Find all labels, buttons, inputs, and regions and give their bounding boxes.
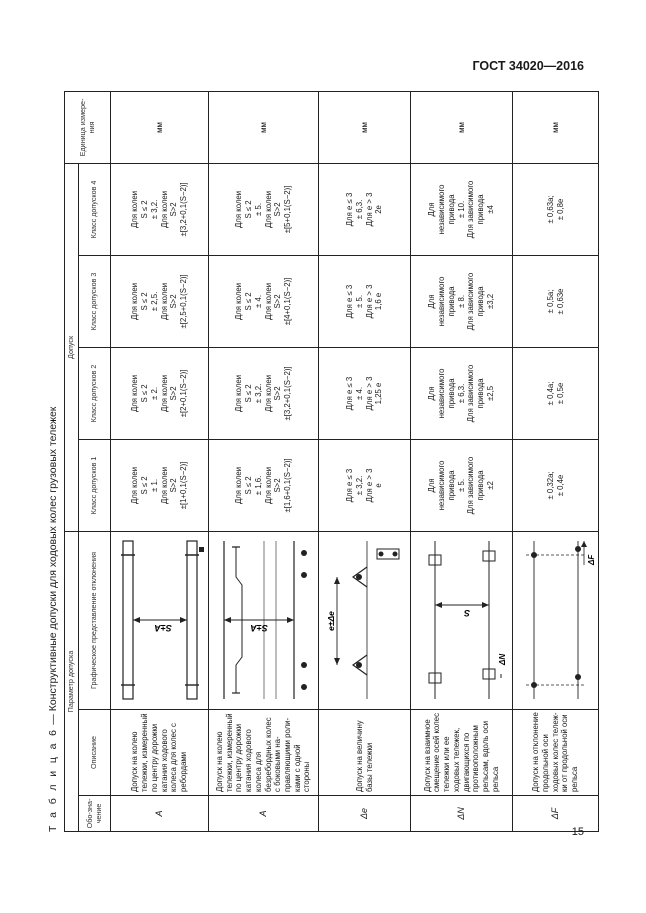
value-line: S ≤ 2 xyxy=(140,292,150,311)
value-line: Для зависимого xyxy=(466,364,476,423)
value-line: ± 0,63a; xyxy=(545,195,555,224)
value-line: независимого xyxy=(437,460,447,511)
rotated-table-page xyxy=(46,92,596,832)
wheelbase-sketch xyxy=(323,535,407,705)
value-line: ± 4. xyxy=(354,387,364,400)
row-class1 xyxy=(411,439,513,531)
value-line: ± 6,3. xyxy=(456,383,466,404)
value-line: ± 6,3. xyxy=(354,199,364,220)
sketch-label: S±A xyxy=(153,623,172,634)
row-description: Допуск на колею тележки, измеренный по центру дорожки катания ходового колеса для колес с ребордами xyxy=(111,710,209,796)
value-line: ± 0,63e xyxy=(555,288,565,315)
value-line: S>2 xyxy=(273,478,283,493)
value-line: Для колеи xyxy=(234,374,244,413)
value-line: Для колеи xyxy=(130,282,140,321)
value-line: S ≤ 2 xyxy=(244,200,254,219)
value-line: ±[3,2+0,1(S−2)] xyxy=(282,366,292,421)
track-gauge-sketch xyxy=(115,535,205,705)
axle-offset-sketch xyxy=(415,535,509,705)
row-unit: мм xyxy=(513,91,599,163)
row-class4 xyxy=(111,163,209,255)
value-line: ± 3,2. xyxy=(354,475,364,496)
value-line: Для xyxy=(427,294,437,309)
wheel-axis-deviation-sketch xyxy=(516,535,596,705)
value-line: независимого xyxy=(437,368,447,419)
row-sketch xyxy=(319,531,411,709)
value-line: ±[1+0,1(S−2)] xyxy=(178,461,188,510)
value-line: Для e ≤ 3 xyxy=(345,468,355,503)
header-tolerance-group: Допуск xyxy=(65,163,79,531)
table-row xyxy=(111,91,209,831)
value-line: S>2 xyxy=(273,202,283,217)
value-line: Для xyxy=(427,478,437,493)
row-class2 xyxy=(513,347,599,439)
row-class4 xyxy=(411,163,513,255)
value-line: ±[4+0,1(S−2)] xyxy=(282,277,292,326)
row-symbol: ΔN xyxy=(411,796,513,832)
value-line: ± 1. xyxy=(149,479,159,492)
value-line: Для e ≤ 3 xyxy=(345,376,355,411)
value-line: ± 0,4a; xyxy=(545,381,555,406)
row-sketch xyxy=(111,531,209,709)
value-line: S>2 xyxy=(169,386,179,401)
value-line: независимого xyxy=(437,276,447,327)
header-row-columns xyxy=(79,91,111,831)
header-graphic: Графическое представление отклонения xyxy=(79,531,111,709)
value-line: ± 0,5a; xyxy=(545,289,555,314)
row-class4 xyxy=(513,163,599,255)
row-symbol: Δe xyxy=(319,796,411,832)
row-description: Допуск на отклонение продольной оси ходовых колес тележки от продольной оси рельса xyxy=(513,710,599,796)
value-line: ± 10. xyxy=(456,200,466,219)
value-line: независимого xyxy=(437,184,447,235)
value-line: ± 5. xyxy=(456,479,466,492)
value-line: Для зависимого xyxy=(466,456,476,515)
value-line: ± 8. xyxy=(456,295,466,308)
header-description: Описание xyxy=(79,710,111,796)
header-class1: Класс допусков 1 xyxy=(79,439,111,531)
value-line: S ≤ 2 xyxy=(140,200,150,219)
header-class4: Класс допусков 4 xyxy=(79,163,111,255)
row-class1 xyxy=(319,439,411,531)
row-sketch xyxy=(411,531,513,709)
value-line: ±3,2 xyxy=(485,293,495,310)
value-line: S ≤ 2 xyxy=(140,476,150,495)
header-class2: Класс допусков 2 xyxy=(79,347,111,439)
caption-label: Т а б л и ц а 6 xyxy=(47,727,59,832)
value-line: Для e ≤ 3 xyxy=(345,192,355,227)
value-line: ± 0,5e xyxy=(555,382,565,405)
flangeless-gauge-sketch xyxy=(214,535,314,705)
row-symbol: A xyxy=(209,796,319,832)
value-line: ± 0,8e xyxy=(555,198,565,221)
row-class2 xyxy=(319,347,411,439)
value-line: S ≤ 2 xyxy=(244,476,254,495)
row-class2 xyxy=(111,347,209,439)
value-line: Для e > 3 xyxy=(364,284,374,319)
value-line: привода xyxy=(446,194,456,225)
value-line: Для e ≤ 3 xyxy=(345,284,355,319)
value-line: Для колеи xyxy=(234,466,244,505)
row-class2 xyxy=(209,347,319,439)
value-line: 1,25 e xyxy=(374,382,384,405)
standard-header: ГОСТ 34020—2016 xyxy=(472,59,584,73)
row-class4 xyxy=(209,163,319,255)
row-description: Допуск на взаимное смещение осей колес тележки или ее ходовых тележек, двигающихся по противоположным рельсам, вдоль оси рельса xyxy=(411,710,513,796)
value-line: ± 5. xyxy=(354,295,364,308)
value-line: ±[1,6+0,1(S−2)] xyxy=(282,458,292,513)
page-number: 15 xyxy=(571,826,584,838)
table-row xyxy=(411,91,513,831)
row-class3 xyxy=(111,255,209,347)
row-class1 xyxy=(513,439,599,531)
header-symbol: Обо-зна-чение xyxy=(79,796,111,832)
value-line: ± 5. xyxy=(253,202,263,216)
value-line: ± 1,6. xyxy=(253,475,263,496)
value-line: S>2 xyxy=(273,294,283,309)
value-line: Для e > 3 xyxy=(364,192,374,227)
row-unit: мм xyxy=(319,91,411,163)
value-line: S ≤ 2 xyxy=(244,384,254,403)
row-description: Допуск на колею тележки, измеренный по центру дорожки катания ходового колеса для безребордных колес с боковыми направляющими роликами с одной стороны xyxy=(209,710,319,796)
value-line: ± 3,2. xyxy=(149,199,159,220)
value-line: S>2 xyxy=(169,478,179,493)
value-line: ± 4. xyxy=(253,295,263,308)
value-line: привода xyxy=(446,286,456,317)
header-row-groups xyxy=(65,91,79,831)
sketch-label-s: S xyxy=(463,608,470,619)
value-line: S>2 xyxy=(169,202,179,217)
value-line: ±4 xyxy=(485,205,495,214)
value-line: Для xyxy=(427,202,437,217)
header-class3: Класс допусков 3 xyxy=(79,255,111,347)
table-caption xyxy=(47,407,59,832)
value-line: Для колеи xyxy=(234,282,244,321)
tolerance-table xyxy=(64,91,599,832)
row-sketch xyxy=(209,531,319,709)
value-line: ± 0,32a; xyxy=(545,471,555,500)
value-line: Для колеи xyxy=(130,190,140,229)
value-line: S>2 xyxy=(273,386,283,401)
value-line: 1,6 e xyxy=(374,292,384,311)
value-line: 2e xyxy=(374,205,384,214)
header-param-group: Параметр допуска xyxy=(65,531,79,831)
value-line: Для колеи xyxy=(234,190,244,229)
value-line: Для колеи xyxy=(159,282,169,321)
value-line: ±[5+0,1(S−2)] xyxy=(282,185,292,234)
sketch-label: S±A xyxy=(249,623,268,634)
value-line: Для колеи xyxy=(263,466,273,505)
value-line: Для xyxy=(427,386,437,401)
row-sketch xyxy=(513,531,599,709)
value-line: ±[2,5+0,1(S−2)] xyxy=(178,274,188,329)
row-class4 xyxy=(319,163,411,255)
value-line: Для колеи xyxy=(159,466,169,505)
value-line: ± 2,5. xyxy=(149,291,159,312)
value-line: S ≤ 2 xyxy=(244,292,254,311)
row-class2 xyxy=(411,347,513,439)
row-class3 xyxy=(513,255,599,347)
value-line: привода xyxy=(476,194,486,225)
value-line: S ≤ 2 xyxy=(140,384,150,403)
value-line: Для колеи xyxy=(263,374,273,413)
row-class3 xyxy=(209,255,319,347)
row-class3 xyxy=(411,255,513,347)
value-line: Для колеи xyxy=(263,282,273,321)
value-line: Для колеи xyxy=(130,466,140,505)
value-line: ±2,5 xyxy=(485,385,495,402)
sketch-label: ΔF xyxy=(586,555,596,566)
row-description: Допуск на величину базы тележки xyxy=(319,710,411,796)
value-line: ± 2. xyxy=(149,387,159,400)
row-class3 xyxy=(319,255,411,347)
value-line: привода xyxy=(476,378,486,409)
value-line: ±[2+0,1(S−2)] xyxy=(178,369,188,418)
value-line: Для зависимого xyxy=(466,272,476,331)
value-line: Для e > 3 xyxy=(364,376,374,411)
value-line: Для зависимого xyxy=(466,180,476,239)
header-unit: Единица измере-ния xyxy=(65,91,111,163)
value-line: ±2 xyxy=(485,481,495,490)
row-unit: мм xyxy=(411,91,513,163)
row-symbol: ΔF xyxy=(513,796,599,832)
value-line: привода xyxy=(446,470,456,501)
row-class1 xyxy=(111,439,209,531)
caption-text: — Конструктивные допуски для ходовых колес грузовых тележек xyxy=(47,406,59,728)
value-line: Для e > 3 xyxy=(364,468,374,503)
value-line: Для колеи xyxy=(263,190,273,229)
table-row xyxy=(209,91,319,831)
sketch-label-n: ΔN xyxy=(497,654,507,666)
value-line: S>2 xyxy=(169,294,179,309)
row-unit: мм xyxy=(209,91,319,163)
value-line: Для колеи xyxy=(130,374,140,413)
value-line: ± 0,4e xyxy=(555,474,565,497)
table-row xyxy=(319,91,411,831)
value-line: ± 3,2. xyxy=(253,383,263,404)
row-unit: мм xyxy=(111,91,209,163)
value-line: Для колеи xyxy=(159,374,169,413)
row-class1 xyxy=(209,439,319,531)
value-line: привода xyxy=(446,378,456,409)
table-row xyxy=(513,91,599,831)
sketch-label: e±Δe xyxy=(325,611,336,632)
value-line: привода xyxy=(476,470,486,501)
value-line: привода xyxy=(476,286,486,317)
value-line: e xyxy=(374,483,384,488)
value-line: Для колеи xyxy=(159,190,169,229)
value-line: ±[3,2+0,1(S−2)] xyxy=(178,182,188,237)
row-symbol: A xyxy=(111,796,209,832)
